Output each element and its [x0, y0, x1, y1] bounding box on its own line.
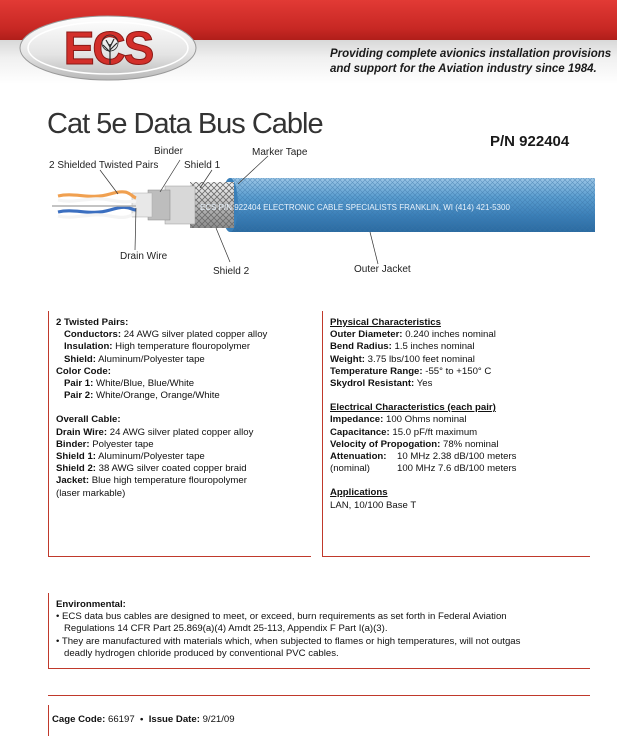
product-title: Cat 5e Data Bus Cable: [47, 108, 323, 140]
drain-wire-label: Drain Wire:: [56, 426, 108, 438]
label-drain-wire: Drain Wire: [120, 251, 168, 262]
env-bullet-1-line-1: • ECS data bus cables are designed to meet, or exceed, burn requirements as set forth in Federal Aviation: [56, 611, 507, 623]
drain-wire-value: 24 AWG silver plated copper alloy: [109, 426, 254, 438]
part-number: P/N 922404: [490, 133, 570, 150]
capacitance-value: 15.0 pF/ft maximum: [392, 426, 478, 438]
pair-2-value: White/Orange, Orange/White: [96, 390, 220, 402]
bend-label: Bend Radius:: [330, 341, 392, 353]
pair-1-value: White/Blue, Blue/White: [96, 378, 195, 390]
shield-value: Aluminum/Polyester tape: [98, 353, 205, 365]
twisted-pair-blue: [58, 207, 136, 217]
skydrol-label: Skydrol Resistant:: [330, 378, 415, 390]
impedance-label: Impedance:: [330, 414, 384, 426]
cage-code-value: 66197: [107, 714, 135, 725]
vop-label: Velocity of Propogation:: [330, 438, 441, 450]
pair-2-label: Pair 2:: [64, 390, 94, 402]
od-value: 0.240 inches nominal: [405, 329, 496, 341]
overall-cable-heading: Overall Cable:: [56, 414, 121, 426]
footer-text: [52, 714, 235, 726]
construction-text: [56, 317, 306, 500]
characteristics-text: [330, 317, 585, 512]
shield-2-label: Shield 2:: [56, 463, 96, 475]
shield-2-value: 38 AWG silver coated copper braid: [98, 463, 247, 475]
ecs-logo: [18, 14, 198, 82]
conductors-value: 24 AWG silver plated copper alloy: [123, 329, 268, 341]
header: [0, 0, 617, 92]
jacket-value: Blue high temperature flouropolymer: [91, 475, 247, 487]
weight-label: Weight:: [330, 353, 365, 365]
label-twisted-pairs: 2 Shielded Twisted Pairs: [49, 160, 159, 171]
conductors-label: Conductors:: [64, 329, 122, 341]
tagline-line-2: and support for the Aviation industry since 1984.: [330, 63, 597, 75]
issue-date-value: 9/21/09: [202, 714, 235, 725]
insulation-value: High temperature flouropolymer: [115, 341, 251, 353]
applications-value: LAN, 10/100 Base T: [330, 499, 417, 511]
binder-value: Polyester tape: [92, 438, 154, 450]
twisted-pair-orange: [58, 192, 136, 202]
impedance-value: 100 Ohms nominal: [386, 414, 467, 426]
tagline-line-1: Providing complete avionics installation provisions: [330, 48, 612, 60]
jacket-value-2: (laser markable): [56, 487, 126, 499]
issue-date-label: Issue Date:: [148, 714, 200, 725]
env-bullet-2-line-1: • They are manufactured with materials which, when subjected to flames or high temperatures, will not outgas: [56, 635, 521, 647]
attenuation-label: Attenuation:: [330, 451, 387, 463]
temp-label: Temperature Range:: [330, 365, 423, 377]
electrical-heading: Electrical Characteristics (each pair): [330, 402, 496, 414]
applications-heading: Applications: [330, 487, 388, 499]
color-code-heading: Color Code:: [56, 365, 111, 377]
label-marker-tape: Marker Tape: [252, 147, 308, 158]
attenuation-value-2: 100 MHz 7.6 dB/100 meters: [397, 463, 517, 475]
label-outer-jacket: Outer Jacket: [354, 264, 411, 275]
bend-value: 1.5 inches nominal: [394, 341, 475, 353]
insulation-label: Insulation:: [64, 341, 113, 353]
skydrol-value: Yes: [416, 378, 433, 390]
env-bullet-2-line-2: deadly hydrogen chloride produced by conventional PVC cables.: [64, 647, 339, 659]
capacitance-label: Capacitance:: [330, 426, 390, 438]
env-bullet-1-line-2: Regulations 14 CFR Part 25.869(a)(4) Amdt 25-113, Appendix F Part I(a)(3).: [64, 623, 388, 635]
label-shield-1: Shield 1: [184, 160, 221, 171]
vop-value: 78% nominal: [443, 438, 499, 450]
jacket-label: Jacket:: [56, 475, 90, 487]
pair-1-label: Pair 1:: [64, 378, 94, 390]
logo-text: ECS: [63, 22, 153, 74]
tagline: [330, 47, 612, 77]
attenuation-value-1: 10 MHz 2.38 dB/100 meters: [397, 451, 517, 463]
footer-divider: [48, 695, 590, 696]
shield-1-value: Aluminum/Polyester tape: [98, 451, 205, 463]
environmental-text: [56, 599, 586, 660]
physical-heading: Physical Characteristics: [330, 317, 441, 328]
cage-code-label: Cage Code:: [52, 714, 106, 725]
environmental-heading: Environmental:: [56, 599, 126, 610]
twisted-pairs-heading: 2 Twisted Pairs:: [56, 317, 129, 328]
od-label: Outer Diameter:: [330, 329, 403, 341]
footer-separator: •: [140, 714, 144, 725]
attenuation-nominal: (nominal): [330, 463, 370, 475]
label-binder: Binder: [154, 146, 183, 157]
jacket-print-text: ECS P/N 922404 ELECTRONIC CABLE SPECIALISTS FRANKLIN, WI (414) 421-5300: [200, 203, 510, 212]
label-shield-2: Shield 2: [213, 266, 250, 277]
shield-label: Shield:: [64, 353, 96, 365]
binder-label: Binder:: [56, 438, 90, 450]
shield-1-label: Shield 1:: [56, 451, 96, 463]
temp-value: -55° to +150° C: [425, 365, 492, 377]
weight-value: 3.75 lbs/100 feet nominal: [367, 353, 475, 365]
